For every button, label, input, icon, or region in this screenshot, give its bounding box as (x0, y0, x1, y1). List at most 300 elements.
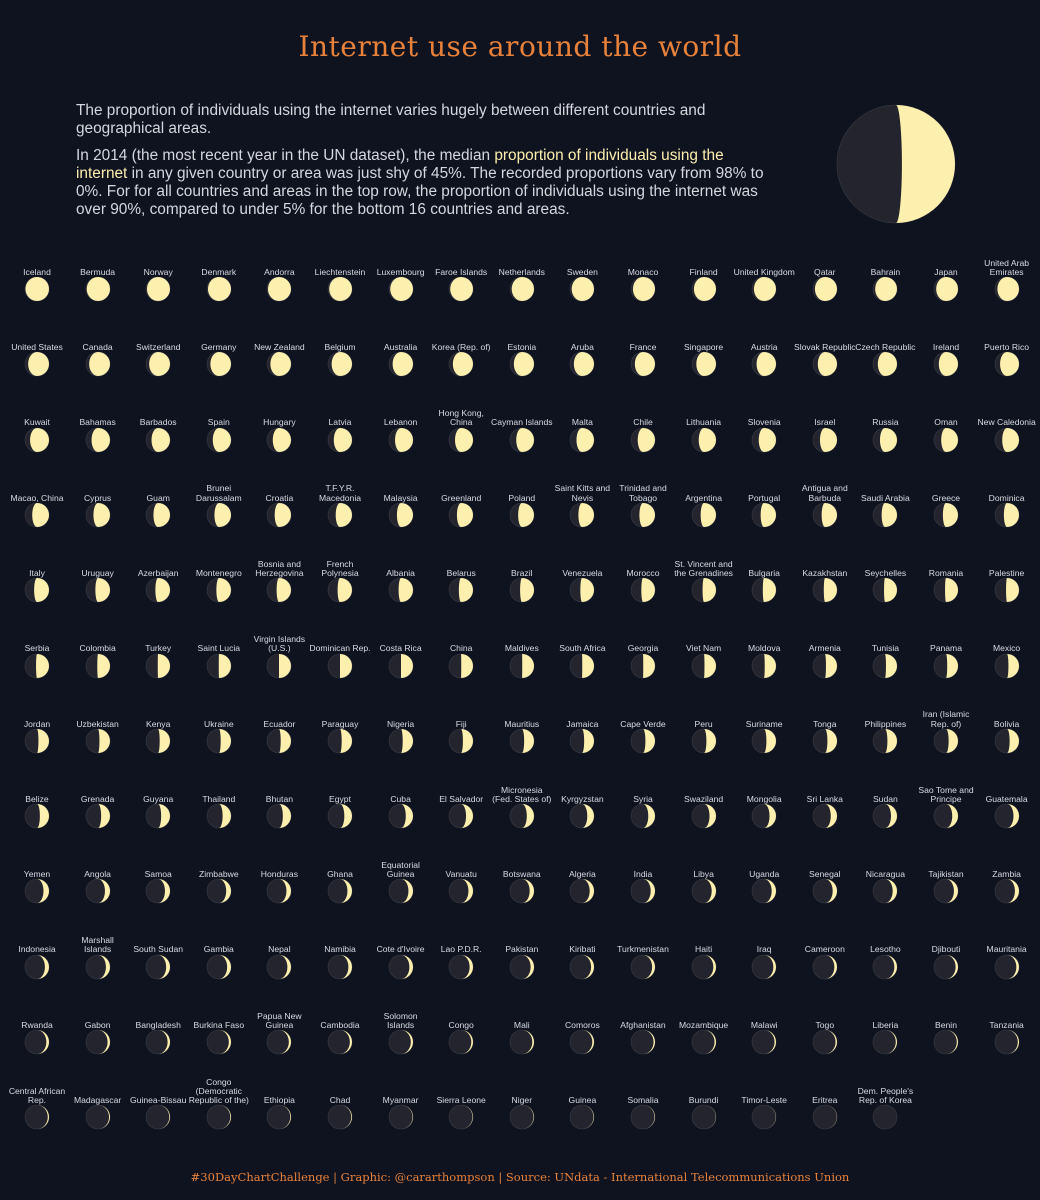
country-cell (309, 1003, 371, 1078)
country-moon (266, 351, 292, 377)
country-label: Finland (689, 266, 718, 277)
country-label: Cambodia (320, 1019, 360, 1030)
country-moon (812, 878, 838, 904)
country-label: Serbia (24, 643, 50, 654)
country-moon (569, 803, 595, 829)
country-cell (733, 476, 795, 551)
country-label: Bermuda (80, 266, 116, 277)
country-cell (430, 551, 492, 626)
country-cell (370, 852, 432, 927)
country-label: Slovak Republic (793, 342, 856, 353)
country-label: Congo (Democratic Republic of the) (188, 1076, 249, 1106)
country-cell (188, 1003, 250, 1078)
country-moon (145, 1104, 171, 1130)
country-moon (751, 954, 777, 980)
country-label: Mozambique (678, 1019, 729, 1030)
country-label: Palestine (988, 567, 1025, 578)
country-label: Morocco (626, 567, 660, 578)
country-label: Italy (29, 567, 45, 578)
country-moon-lit-portion (946, 654, 958, 678)
country-label: Chad (329, 1095, 351, 1106)
country-label: Trinidad and Tobago (619, 483, 667, 503)
country-cell (854, 777, 916, 852)
country-moon (85, 878, 111, 904)
country-label: Poland (508, 492, 536, 503)
country-moon-lit-portion (516, 428, 534, 452)
country-moon (994, 954, 1020, 980)
country-moon (266, 954, 292, 980)
country-cell (309, 250, 371, 325)
country-moon-lit-portion (764, 654, 776, 678)
country-cell (491, 1003, 553, 1078)
country-moon-lit-portion (219, 729, 231, 753)
country-cell (370, 401, 432, 476)
country-cell (188, 777, 250, 852)
country-label: Estonia (507, 342, 537, 353)
country-label: Tanzania (989, 1019, 1024, 1030)
country-cell (976, 777, 1038, 852)
country-label: Dem. People's Rep. of Korea (857, 1085, 914, 1106)
country-label: Austria (750, 342, 778, 353)
country-cell (430, 928, 492, 1003)
country-label: Bangladesh (135, 1019, 181, 1030)
country-label: Czech Republic (855, 342, 916, 353)
country-label: New Zealand (254, 342, 305, 353)
country-label: Comoros (564, 1019, 600, 1030)
country-label: Hong Kong, China (438, 408, 484, 428)
country-moon (327, 653, 353, 679)
country-cell (612, 627, 674, 702)
country-moon (206, 728, 232, 754)
country-moon (812, 502, 838, 528)
country-moon-lit-portion (25, 277, 49, 301)
country-label: Kiribati (569, 944, 596, 955)
country-label: Ethiopia (263, 1095, 295, 1106)
country-cell (309, 852, 371, 927)
country-moon (145, 577, 171, 603)
country-cell (491, 928, 553, 1003)
country-moon (85, 803, 111, 829)
country-cell (248, 250, 310, 325)
country-cell (67, 777, 129, 852)
country-moon (691, 803, 717, 829)
country-label: Oman (934, 417, 958, 428)
country-cell (551, 250, 613, 325)
country-cell (976, 476, 1038, 551)
country-cell (67, 928, 129, 1003)
country-label: Andorra (264, 266, 295, 277)
country-label: Mauritius (504, 718, 540, 729)
country-cell (794, 702, 856, 777)
country-moon-lit-portion (880, 428, 897, 452)
country-cell (6, 250, 68, 325)
country-moon (569, 351, 595, 377)
country-cell (551, 325, 613, 400)
country-label: Denmark (201, 266, 237, 277)
country-cell (915, 627, 977, 702)
country-cell (309, 928, 371, 1003)
country-cell (491, 325, 553, 400)
country-moon-lit-portion (279, 654, 291, 678)
intro-paragraph-2-start: In 2014 (the most recent year in the UN dataset), the median (76, 147, 495, 164)
country-cell (370, 250, 432, 325)
country-label: Cameroon (804, 944, 845, 955)
country-cell (248, 777, 310, 852)
country-label: Sierra Leone (436, 1095, 486, 1106)
country-label: Turkmenistan (617, 944, 669, 955)
country-label: Brunei Darussalam (195, 483, 242, 503)
country-cell (309, 325, 371, 400)
country-moon (872, 1029, 898, 1055)
country-label: New Caledonia (977, 417, 1036, 428)
country-moon (509, 502, 535, 528)
country-moon (327, 728, 353, 754)
country-cell (551, 476, 613, 551)
country-moon (327, 878, 353, 904)
country-moon (85, 653, 111, 679)
country-cell (6, 551, 68, 626)
country-moon (691, 1104, 717, 1130)
country-cell (673, 627, 735, 702)
country-label: Faroe Islands (435, 266, 488, 277)
country-cell (976, 1003, 1038, 1078)
country-moon-lit-portion (639, 503, 655, 527)
country-moon-lit-portion (698, 428, 715, 452)
country-label: Benin (935, 1019, 957, 1030)
country-cell (6, 476, 68, 551)
country-moon-lit-portion (1002, 428, 1019, 452)
country-moon (85, 276, 111, 302)
country-moon (24, 803, 50, 829)
country-label: Micronesia (Fed. States of) (492, 784, 552, 804)
country-moon (206, 427, 232, 453)
country-moon (145, 803, 171, 829)
country-label: Switzerland (135, 342, 181, 353)
country-moon (327, 577, 353, 603)
country-moon (388, 502, 414, 528)
country-cell (188, 401, 250, 476)
country-cell (370, 702, 432, 777)
country-cell (309, 777, 371, 852)
country-cell (854, 627, 916, 702)
country-label: Qatar (814, 266, 836, 277)
country-moon-lit-portion (457, 503, 473, 527)
country-label: Cayman Islands (490, 417, 553, 428)
country-label: Venezuela (562, 567, 603, 578)
country-moon (812, 1104, 838, 1130)
country-moon-lit-portion (455, 428, 473, 452)
country-moon-lit-portion (696, 352, 716, 376)
country-label: India (633, 869, 653, 880)
country-moon (24, 1104, 50, 1130)
country-moon (933, 954, 959, 980)
country-moon-lit-portion (401, 729, 413, 753)
country-label: Bhutan (265, 793, 294, 804)
country-label: Spain (207, 417, 230, 428)
country-moon (751, 276, 777, 302)
country-cell (612, 325, 674, 400)
country-cell (915, 852, 977, 927)
country-label: Ukraine (203, 718, 234, 729)
country-cell (248, 401, 310, 476)
country-moon (388, 427, 414, 453)
country-label: Namibia (324, 944, 356, 955)
country-moon-lit-portion (208, 277, 231, 301)
country-label: Thailand (202, 793, 236, 804)
country-label: French Polynesia (321, 558, 359, 578)
country-moon (751, 502, 777, 528)
country-moon-lit-portion (158, 729, 170, 753)
country-moon (266, 1029, 292, 1055)
country-label: Liechtenstein (314, 266, 366, 277)
country-moon-lit-portion (32, 503, 49, 527)
country-moon (933, 728, 959, 754)
country-label: Colombia (79, 643, 116, 654)
country-moon (85, 1104, 111, 1130)
country-label: Nigeria (386, 718, 415, 729)
country-cell (733, 551, 795, 626)
country-cell (976, 852, 1038, 927)
country-cell (188, 928, 250, 1003)
country-cell (188, 551, 250, 626)
country-moon (872, 803, 898, 829)
country-moon-lit-portion (941, 428, 958, 452)
country-label: Burundi (688, 1095, 719, 1106)
country-moon-lit-portion (700, 503, 715, 527)
country-moon (691, 427, 717, 453)
country-label: Rwanda (21, 1019, 53, 1030)
country-label: Panama (929, 643, 962, 654)
country-cell (309, 1078, 371, 1153)
country-label: Gabon (84, 1019, 111, 1030)
country-cell (67, 401, 129, 476)
country-moon (691, 878, 717, 904)
country-label: Congo (448, 1019, 474, 1030)
country-label: Chile (633, 417, 653, 428)
country-label: Bolivia (993, 718, 1020, 729)
country-moon (327, 502, 353, 528)
country-moon-lit-portion (824, 578, 837, 602)
country-label: France (629, 342, 657, 353)
country-label: Guam (146, 492, 170, 503)
country-cell (370, 627, 432, 702)
country-cell (430, 1078, 492, 1153)
country-label: Botswana (502, 869, 541, 880)
country-moon-lit-portion (277, 578, 291, 602)
country-cell (309, 627, 371, 702)
country-moon (24, 728, 50, 754)
country-moon-lit-portion (761, 503, 776, 527)
country-label: Mongolia (746, 793, 782, 804)
country-moon (994, 1029, 1020, 1055)
country-cell (673, 401, 735, 476)
country-label: Iceland (23, 266, 51, 277)
country-moon-lit-portion (36, 654, 49, 678)
country-moon-lit-portion (395, 428, 413, 452)
country-moon (812, 653, 838, 679)
country-cell (248, 325, 310, 400)
country-label: Russia (872, 417, 899, 428)
country-moon (872, 502, 898, 528)
country-label: Antigua and Barbuda (801, 483, 848, 503)
country-label: Jamaica (566, 718, 599, 729)
footer-credits: #30DayChartChallenge | Graphic: @cararthompson | Source: UNdata - International Telecommunications Union (190, 1170, 850, 1184)
country-moon (388, 1029, 414, 1055)
country-moon (691, 351, 717, 377)
country-label: Korea (Rep. of) (431, 342, 491, 353)
country-label: Yemen (23, 869, 51, 880)
country-moon (872, 276, 898, 302)
country-label: Malawi (750, 1019, 778, 1030)
country-moon (751, 427, 777, 453)
country-cell (67, 1078, 129, 1153)
country-moon (509, 1029, 535, 1055)
country-moon-lit-portion (213, 428, 231, 452)
country-moon (24, 878, 50, 904)
country-cell (370, 325, 432, 400)
country-cell (188, 325, 250, 400)
country-moon (327, 954, 353, 980)
country-moon (872, 351, 898, 377)
country-moon (206, 954, 232, 980)
country-moon (266, 878, 292, 904)
country-cell (248, 1078, 310, 1153)
country-label: Hungary (263, 417, 296, 428)
country-label: Liberia (872, 1019, 899, 1030)
country-cell (673, 777, 735, 852)
country-moon (266, 803, 292, 829)
country-label: Timor-Leste (741, 1095, 787, 1106)
country-moon-lit-portion (398, 578, 412, 602)
country-cell (612, 777, 674, 852)
country-cell (6, 1003, 68, 1078)
country-label: Suriname (745, 718, 783, 729)
country-label: Ireland (932, 342, 960, 353)
country-moon (933, 803, 959, 829)
country-label: Senegal (809, 869, 841, 880)
country-label: Bulgaria (748, 567, 780, 578)
country-cell (67, 476, 129, 551)
country-moon (448, 502, 474, 528)
country-moon (266, 728, 292, 754)
country-moon (266, 577, 292, 603)
country-cell (248, 627, 310, 702)
country-moon (872, 1104, 898, 1130)
country-moon-lit-portion (939, 352, 958, 376)
country-cell (67, 325, 129, 400)
country-label: Singapore (684, 342, 724, 353)
country-moon (751, 803, 777, 829)
country-moon-lit-portion (878, 352, 897, 376)
country-label: Turkey (145, 643, 172, 654)
country-moon (569, 427, 595, 453)
country-label: Montenegro (195, 567, 242, 578)
country-label: Maldives (504, 643, 539, 654)
country-moon (85, 427, 111, 453)
country-moon (388, 803, 414, 829)
country-cell (915, 777, 977, 852)
country-cell (248, 476, 310, 551)
country-moon-lit-portion (334, 428, 352, 452)
country-moon (751, 351, 777, 377)
country-moon-lit-portion (273, 428, 291, 452)
country-cell (915, 401, 977, 476)
country-label: Tonga (813, 718, 837, 729)
country-label: Mexico (992, 643, 1021, 654)
country-moon-lit-portion (518, 503, 534, 527)
country-cell (127, 250, 189, 325)
chart-title: Internet use around the world (298, 30, 742, 63)
country-label: T.F.Y.R. Macedonia (318, 483, 362, 503)
country-label: Cote d'Ivoire (376, 944, 425, 955)
country-label: Myanmar (382, 1095, 419, 1106)
country-label: Portugal (748, 492, 781, 503)
country-moon-lit-portion (219, 654, 231, 678)
country-moon-lit-portion (97, 654, 110, 678)
country-label: Belgium (324, 342, 356, 353)
country-cell (551, 1003, 613, 1078)
country-label: Kyrgyzstan (561, 793, 604, 804)
country-cell (976, 401, 1038, 476)
country-moon (448, 954, 474, 980)
country-moon (812, 351, 838, 377)
country-moon-lit-portion (459, 578, 473, 602)
country-label: Australia (383, 342, 418, 353)
country-moon-lit-portion (338, 578, 352, 602)
country-moon (994, 427, 1020, 453)
country-cell (67, 627, 129, 702)
country-label: Guatemala (985, 793, 1028, 804)
country-label: Nicaragua (865, 869, 905, 880)
country-cell (248, 551, 310, 626)
country-moon-lit-portion (763, 578, 776, 602)
country-cell (309, 476, 371, 551)
country-label: Virgin Islands (U.S.) (253, 634, 306, 654)
country-cell (733, 627, 795, 702)
country-moon (751, 1029, 777, 1055)
country-label: Mauritania (986, 944, 1027, 955)
country-cell (67, 852, 129, 927)
country-label: Honduras (260, 869, 299, 880)
country-moon (327, 427, 353, 453)
country-cell (794, 1078, 856, 1153)
country-label: Kuwait (24, 417, 50, 428)
country-cell (733, 928, 795, 1003)
country-cell (127, 476, 189, 551)
country-moon (751, 728, 777, 754)
country-moon (872, 954, 898, 980)
country-moon-lit-portion (943, 503, 958, 527)
country-label: Argentina (685, 492, 722, 503)
country-moon (509, 954, 535, 980)
country-moon (509, 351, 535, 377)
country-moon (691, 577, 717, 603)
country-moon (630, 878, 656, 904)
country-moon-lit-portion (579, 503, 595, 527)
country-cell (673, 852, 735, 927)
country-moon (812, 803, 838, 829)
country-moon (509, 427, 535, 453)
country-moon (206, 502, 232, 528)
country-moon (388, 728, 414, 754)
country-moon (327, 1029, 353, 1055)
country-cell (127, 325, 189, 400)
country-moon (206, 803, 232, 829)
country-cell (733, 1003, 795, 1078)
country-moon (630, 954, 656, 980)
country-moon-lit-portion (643, 654, 655, 678)
country-moon (569, 502, 595, 528)
